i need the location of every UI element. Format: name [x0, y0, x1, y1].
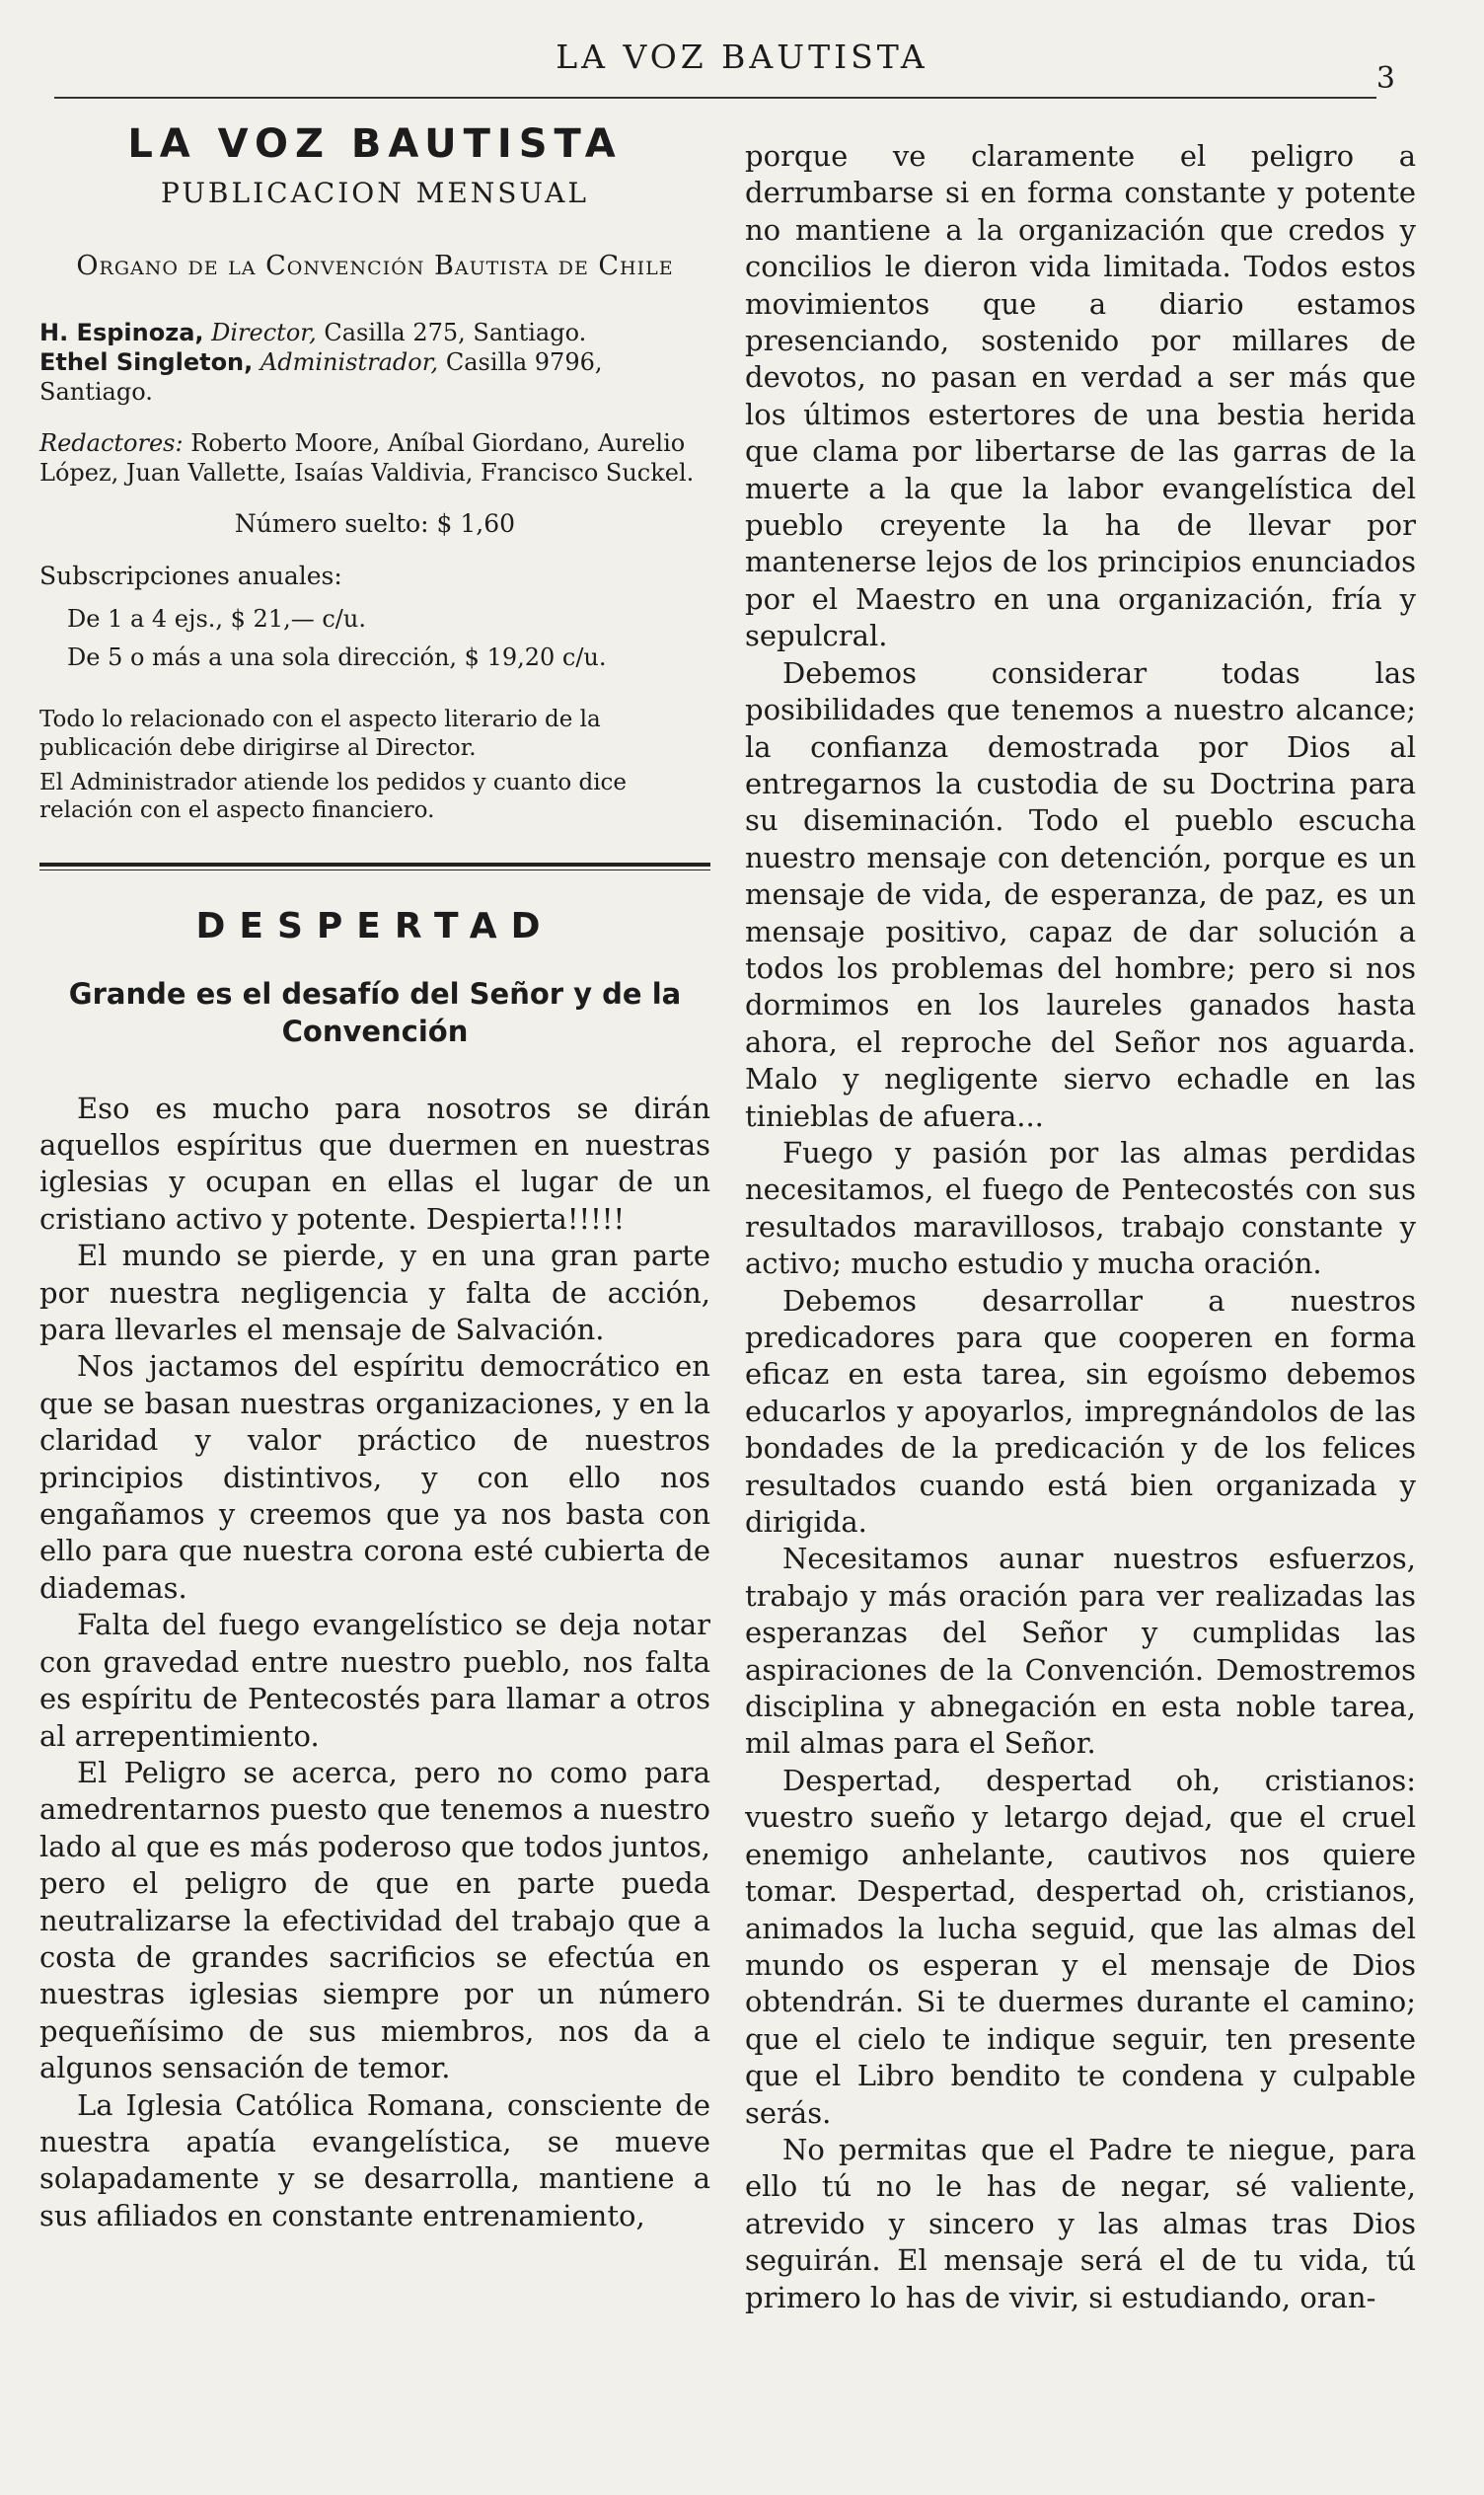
- page-number: 3: [1375, 61, 1395, 96]
- section-divider: [39, 863, 710, 870]
- subscriptions-label: Subscripciones anuales:: [39, 562, 342, 591]
- article-left-body: [39, 1091, 710, 2235]
- editors-line: [39, 428, 710, 488]
- header-rule: [54, 97, 1376, 99]
- single-issue-price: Número suelto: $ 1,60: [234, 509, 516, 539]
- article-paragraph: Despertad, despertad oh, cristianos: vuestro sueño y letargo dejad, que el cruel enemigo anhelante, cautivos nos quiere tomar. Despertad, despertad oh, cristianos, animados la lucha seguid, que las almas del mundo os esperan y el mensaje de Dios obtendrán. Si te duermes durante el camino; que el cielo te indique seguir, ten presente que el Libro bendito te condena y culpable serás.: [745, 1763, 1416, 2130]
- director-name: H. Espinoza,: [39, 319, 204, 347]
- notice-literary: Todo lo relacionado con el aspecto literario de la publicación debe dirigirse al Director.: [39, 707, 601, 761]
- article-paragraph: Fuego y pasión por las almas perdidas necesitamos, el fuego de Pentecostés con sus resultados maravillosos, trabajo constante y activo; mucho estudio y mucha oración.: [745, 1135, 1416, 1281]
- masthead-title: LA VOZ BAUTISTA: [127, 121, 623, 167]
- article-paragraph: No permitas que el Padre te niegue, para ello tú no le has de negar, sé valiente, atrevido y sincero y las almas tras Dios seguirán. El mensaje será el de tu vida, tú primero lo has de vivir, si estudiando, oran-: [745, 2132, 1416, 2314]
- left-column: [39, 104, 710, 2234]
- admin-name: Ethel Singleton,: [39, 348, 254, 377]
- editors-label: Redactores:: [39, 429, 184, 458]
- article-paragraph: Debemos desarrollar a nuestros predicadores para que cooperen en forma eficaz en esta tarea, sin egoísmo debemos educarlos y apoyarlos, impregnándolos de las bondades de la predicación y de los felices resultados cuando está bien organizada y dirigida.: [745, 1283, 1416, 1540]
- article-paragraph: El Peligro se acerca, pero no como para amedrentarnos puesto que tenemos a nuestro lado al que es más poderoso que todos juntos, pero el peligro de que en parte pueda neutralizarse la efectividad del trabajo que a costa de grandes sacrificios se efectúa en nuestras iglesias siempre por un número pequeñísimo de sus miembros, nos da a algunos sensación de temor.: [39, 1755, 710, 2085]
- director-address: Casilla 275, Santiago.: [324, 319, 587, 347]
- masthead: [39, 121, 710, 825]
- article-paragraph: Debemos considerar todas las posibilidades que tenemos a nuestro alcance; la confianza demostrada por Dios al entregarnos la custodia de su Doctrina para su diseminación. Todo el pueblo escucha nuestro mensaje con detención, porque es un mensaje de vida, de esperanza, de paz, es un mensaje positivo, capaz de dar solución a todos los problemas del hombre; pero si nos dormimos en los laureles ganados hasta ahora, el reproche del Señor nos aguarda. Malo y negligente siervo echadle en las tinieblas de afuera...: [745, 655, 1416, 1133]
- article-paragraph: Nos jactamos del espíritu democrático en que se basan nuestras organizaciones, y en la claridad y valor práctico de nuestros principios distintivos, y con ello nos engañamos y creemos que ya nos basta con ello para que nuestra corona esté cubierta de diademas.: [39, 1349, 710, 1605]
- notice-admin: El Administrador atiende los pedidos y cuanto dice relación con el aspecto financiero.: [39, 769, 628, 824]
- admin-address: Casilla 9796, Santiago.: [39, 348, 603, 407]
- article-title: Grande es el desafío del Señor y de la Convención: [68, 977, 682, 1048]
- director-line: [39, 318, 710, 407]
- article-paragraph: La Iglesia Católica Romana, consciente de nuestra apatía evangelística, se mueve solapadamente y se desarrolla, mantiene a sus afiliados en constante entrenamiento,: [39, 2087, 710, 2232]
- article-paragraph: El mundo se pierde, y en una gran parte por nuestra negligencia y falta de acción, para llevarles el mensaje de Salvación.: [39, 1239, 710, 1347]
- masthead-organ: Organo de la Convención Bautista de Chile: [76, 251, 674, 281]
- section-title: DESPERTAD: [195, 906, 555, 947]
- director-role: Director,: [211, 319, 317, 347]
- article-paragraph: Eso es mucho para nosotros se dirán aquellos espíritus que duermen en nuestras iglesias y ocupan en ellas el lugar de un cristiano activo y potente. Despierta!!!!!: [39, 1091, 710, 1236]
- editors-list: Roberto Moore, Aníbal Giordano, Aurelio López, Juan Vallette, Isaías Valdivia, Francisco Suckel.: [39, 429, 695, 488]
- right-column: [745, 138, 1416, 2316]
- article-paragraph: Necesitamos aunar nuestros esfuerzos, trabajo y más oración para ver realizadas las esperanzas del Señor y cumplidas las aspiraciones de la Convención. Demostremos disciplina y abnegación en esta noble tarea, mil almas para el Señor.: [745, 1542, 1416, 1761]
- subscription-rate-1: De 1 a 4 ejs., $ 21,— c/u.: [67, 605, 366, 634]
- article-paragraph: Falta del fuego evangelístico se deja notar con gravedad entre nuestro pueblo, nos falta es espíritu de Pentecostés para llamar a otros al arrepentimiento.: [39, 1608, 710, 1753]
- masthead-subtitle: PUBLICACION MENSUAL: [160, 177, 589, 209]
- running-head-title: LA VOZ BAUTISTA: [556, 38, 928, 76]
- article-paragraph: porque ve claramente el peligro a derrumbarse si en forma constante y potente no mantiene a la organización que credos y concilios le dieron vida limitada. Todos estos movimientos que a diario estamos presenciando, sostenido por millares de devotos, no pasan en verdad a ser más que los últimos estertores de una bestia herida que clama por libertarse de las garras de la muerte a la que la labor evangelística del pueblo creyente la ha de llevar por mantenerse lejos de los principios enunciados por el Maestro en una organización, fría y sepulcral.: [745, 139, 1416, 653]
- admin-role: Administrador,: [260, 348, 439, 377]
- subscription-rate-2: De 5 o más a una sola dirección, $ 19,20 c/u.: [67, 643, 607, 671]
